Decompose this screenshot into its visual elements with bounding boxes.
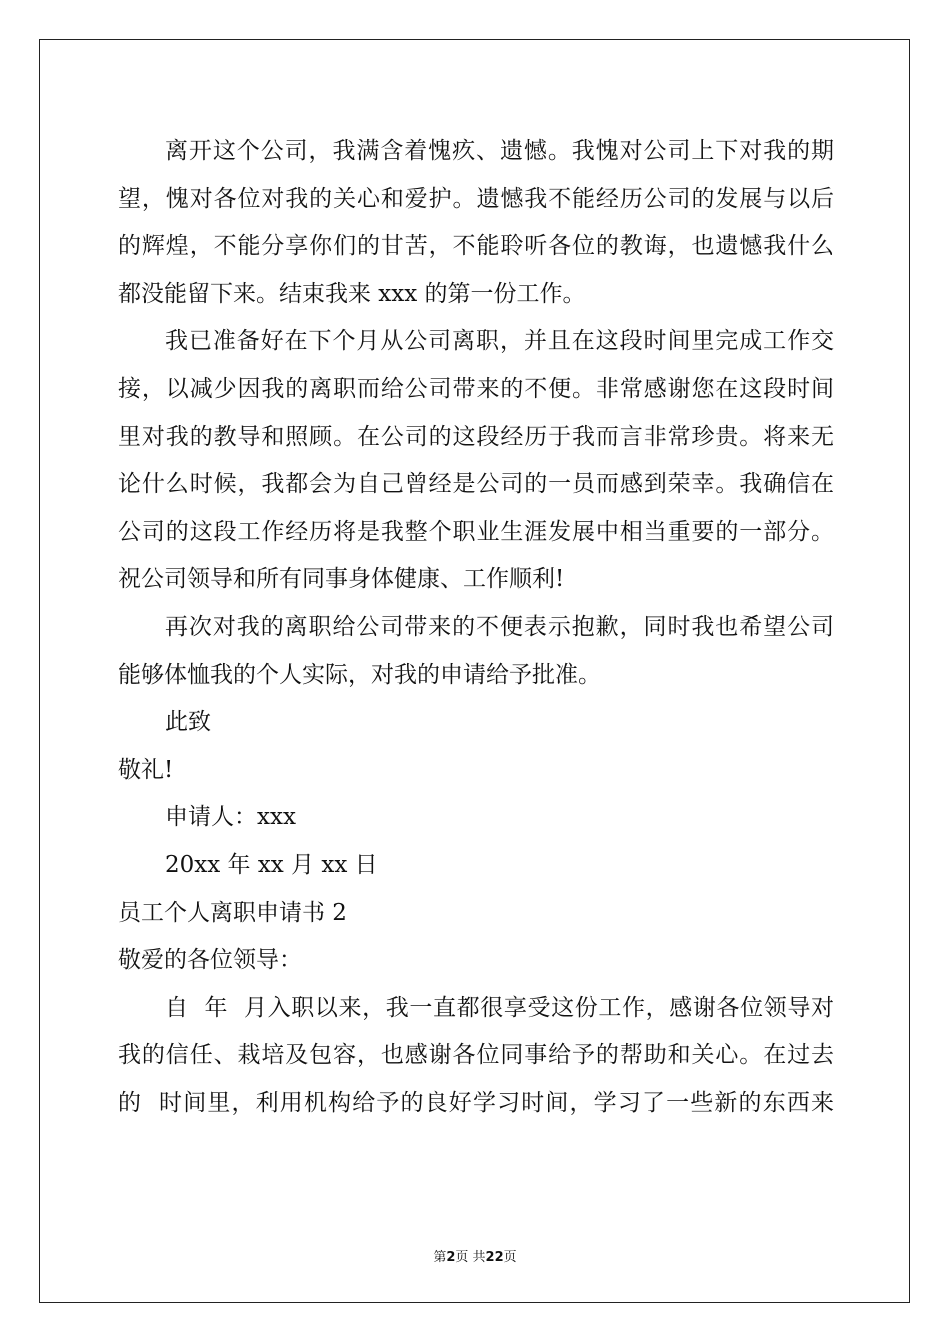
date-line: 20xx 年 xx 月 xx 日	[165, 851, 378, 878]
text-line: 再次对我的离职给公司带来的不便表示抱歉，同时我也希望公司	[165, 613, 834, 640]
footer-mid: 页 共	[455, 1250, 486, 1265]
text-line: 离开这个公司，我满含着愧疚、遗憾。我愧对公司上下对我的期	[165, 138, 834, 164]
text-line: 能够体恤我的个人实际，对我的申请给予批准。	[118, 661, 601, 688]
salutation-line: 敬礼!	[118, 756, 174, 783]
footer-suffix: 页	[503, 1250, 517, 1265]
greeting-line: 敬爱的各位领导：	[118, 947, 302, 974]
document-body	[118, 128, 834, 1127]
current-page-number: 2	[446, 1250, 456, 1265]
text-line: 接，以减少因我的离职而给公司带来的不便。非常感谢您在这段时间	[118, 375, 834, 402]
applicant-line: 申请人：xxx	[165, 804, 296, 831]
text-line: 的辉煌，不能分享你们的甘苦，不能聆听各位的教诲，也遗憾我什么	[118, 233, 834, 260]
page-footer	[0, 1246, 950, 1265]
text-line: 我已准备好在下个月从公司离职，并且在这段时间里完成工作交	[165, 328, 834, 355]
text-line: 论什么时候，我都会为自己曾经是公司的一员而感到荣幸。我确信在	[118, 471, 834, 498]
total-pages-number: 22	[485, 1250, 504, 1265]
text-line: 里对我的教导和照顾。在公司的这段经历于我而言非常珍贵。将来无	[118, 423, 834, 450]
text-line: 望，愧对各位对我的关心和爱护。遗憾我不能经历公司的发展与以后	[118, 185, 834, 212]
text-line: 都没能留下来。结束我来 xxx 的第一份工作。	[118, 280, 586, 307]
text-line: 我的信任、栽培及包容，也感谢各位同事给予的帮助和关心。在过去	[118, 1042, 834, 1069]
footer-prefix: 第	[433, 1250, 447, 1265]
text-line: 祝公司领导和所有同事身体健康、工作顺利!	[118, 566, 565, 593]
text-line: 公司的这段工作经历将是我整个职业生涯发展中相当重要的一部分。	[118, 518, 834, 545]
text-line: 自 年 月入职以来，我一直都很享受这份工作，感谢各位领导对	[165, 994, 834, 1021]
salutation-line: 此致	[165, 709, 211, 736]
text-line: 的 时间里，利用机构给予的良好学习时间，学习了一些新的东西来	[118, 1089, 834, 1116]
section-title: 员工个人离职申请书 2	[118, 899, 347, 926]
